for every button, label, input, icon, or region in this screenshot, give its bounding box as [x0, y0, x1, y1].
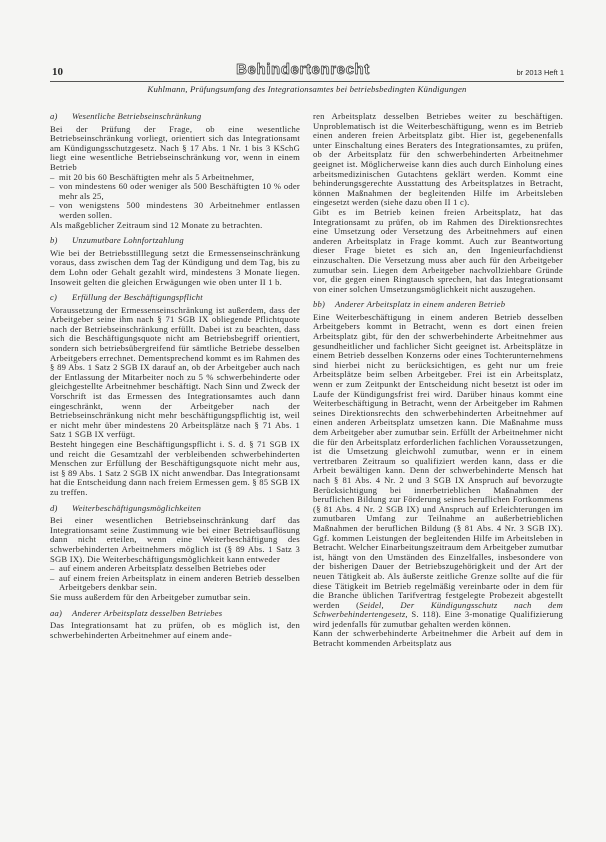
page-number: 10 — [52, 66, 63, 78]
right-column — [313, 112, 563, 649]
section-title: Anderer Arbeitsplatz desselben Betriebes — [72, 607, 223, 618]
paragraph: Voraussetzung der Ermessenseinschränkung ist außerdem, dass der Arbeitgeber seine ihm nach § 71 SGB IX obliegende Pflichtquote nach der Betriebseinschränkung erfüllt. Dabei ist zu beachten, dass sich die Beschäftigungsquote nicht am Betriebsbegriff orientiert, sondern sich betriebsübergreifend für sämtliche Betriebe desselben Arbeitgebers errechnet. Dementsprechend kommt es im Rahmen des § 89 Abs. 1 Satz 2 SGB IX darauf an, ob der Arbeitgeber auch nach der Entlassung der Mitarbeiter noch zu 5 % schwerbehinderte oder gleichgestellte Arbeitnehmer beschäftigt. Nach Sinn und Zweck der Vorschrift ist das Ermessen des Integrationsamtes auch dann eingeschränkt, wenn der Arbeitgeber nach der Betriebseinschränkung nicht mehr beschäftigungspflichtig ist, weil er nicht mehr über mindestens 20 Arbeitsplätze nach § 71 Abs. 1 Satz 1 SGB IX verfügt. — [50, 304, 300, 440]
section-label: a) — [50, 111, 58, 121]
paragraph: ren Arbeitsplatz desselben Betriebes weiter zu beschäftigen. Unproblematisch ist die Weiterbeschäftigung, wenn es im Betrieb einen anderen freien Arbeitsplatz gibt. Hier ist, gegebenenfalls unter Einschaltung eines Beraters des Integrationsamtes, zu prüfen, ob der Arbeitsplatz für den schwerbehinderten Arbeitnehmer geeignet ist. Möglicherweise kann dies auch durch Einholung eines arbeitsmedizinischen Gutachtens geklärt werden. Kommt eine behinderungsgerechte Ausstattung des Arbeitsplatzes in Betracht, können Maßnahmen der begleitenden Hilfe im Arbeitsleben eingesetzt werden (siehe dazu oben II 1 c). — [313, 111, 563, 208]
paragraph: Das Integrationsamt hat zu prüfen, ob es möglich ist, den schwerbehinderten Arbeitnehmer auf einem ande- — [50, 620, 300, 640]
section-heading-d — [50, 504, 300, 514]
list-item: – von wenigstens 500 mindestens 30 Arbeitnehmer entlassen werden sollen. — [59, 201, 300, 220]
section-heading-aa — [50, 609, 300, 619]
header-rule — [50, 81, 564, 82]
list-item: – von mindestens 60 oder weniger als 500 Beschäftigten 10 % oder mehr als 25, — [59, 182, 300, 201]
bullet-list — [50, 564, 300, 593]
paragraph: Sie muss außerdem für den Arbeitgeber zumutbar sein. — [50, 591, 251, 602]
list-item: – mit 20 bis 60 Beschäftigten mehr als 5 Arbeitnehmer, — [59, 173, 300, 183]
citation: Seidel, Der Kündigungsschutz nach dem Schwerbehindertengesetz — [313, 599, 564, 620]
journal-title: Behindertenrecht — [236, 61, 370, 78]
section-label: b) — [50, 235, 58, 246]
paragraph: Als maßgeblicher Zeitraum sind 12 Monate zu betrachten. — [50, 219, 263, 230]
paragraph: Bei einer wesentlichen Betriebseinschränkung darf das Integrationsamt seine Zustimmung wie bei einer Betriebsauflösung dann nicht erteilen, wenn eine Weiterbeschäftigung des schwerbehinderten Arbeitnehmers möglich ist (§ 89 Abs. 1 Satz 3 SGB IX). Die Weiterbeschäftigungsmöglichkeit kann entweder — [50, 515, 300, 564]
left-column — [50, 112, 300, 640]
paragraph: Bei der Prüfung der Frage, ob eine wesentliche Betriebseinschränkung vorliegt, orientiert sich das Integrationsamt am Kündigungsschutzgesetz. Nach § 17 Abs. 1 Nr. 1 bis 3 KSchG liegt eine wesentliche Betriebseinschränkung vor, wenn in einem Betrieb — [50, 123, 300, 172]
section-heading-bb — [313, 300, 563, 310]
section-label: c) — [50, 292, 58, 303]
paragraph: Kann der schwerbehinderte Arbeitnehmer die Arbeit auf dem in Betracht kommenden Arbeitsplatz aus — [313, 628, 563, 649]
bullet-list — [50, 173, 300, 221]
list-item: – auf einem freien Arbeitsplatz in einem anderen Betrieb desselben Arbeitgebers denkbar sein. — [59, 574, 300, 593]
section-title: Anderer Arbeitsplatz in einem anderen Betrieb — [335, 299, 506, 310]
paragraph-text: Eine Weiterbeschäftigung in einem anderen Betrieb desselben Arbeitgebers kommt in Betracht, wenn es dort einen freien Arbeitsplatz gibt, für den der schwerbehinderte Arbeitnehmer aus gesundheitlicher und fachlicher Sicht geeignet ist. Arbeitsplätze in einem Betrieb desselben Konzerns oder eines Tochterunternehmens sind hierbei nicht zu berücksichtigen, es geht nur um freie Arbeitsplätze beim selben Arbeitgeber. Frei ist ein Arbeitsplatz, wenn er zum Zeitpunkt der Entscheidung nicht besetzt ist oder im Laufe der Kündigungsfrist frei wird. Darüber hinaus kommt eine Weiterbeschäftigung in Betracht, wenn der Arbeitgeber im Rahmen seines Direktionsrechts den schwerbehinderten Arbeitnehmer auf einen anderen Arbeitsplatz umsetzen kann. Die Maßnahme muss dem Arbeitgeber aber zumutbar sein. Erfüllt der Arbeitnehmer nicht die für den Arbeitsplatz erforderlichen fachlichen Voraussetzungen, ist die Umsetzung gleichwohl zumutbar, wenn er in einem vertretbaren Zeitraum so qualifiziert werden kann, dass er die Arbeit bewältigen kann. Denn der schwerbehinderte Mensch hat nach § 81 Abs. 4 Nr. 2 und 3 SGB IX Anspruch auf bevorzugte Berücksichtigung bei innerbetrieblichen Maßnahmen der beruflichen Bildung zur Förderung seines beruflichen Fortkommens (§ 81 Abs. 4 Nr. 2 SGB IX) und Anspruch auf Erleichterungen im zumutbaren Umfang zur Teilnahme an außerbetrieblichen Maßnahmen der beruflichen Bildung (§ 81 Abs. 4 Nr. 3 SGB IX). Ggf. kommen Leistungen der begleitenden Hilfe im Arbeitsleben in Betracht. Welcher Einarbeitungszeitraum dem Arbeitgeber zumutbar ist, hängt von den Umständen des Einzelfalles, insbesondere von der bisherigen Dauer der Betriebszugehörigkeit und der Art der neuen Tätigkeit ab. Als äußerste zeitliche Grenze sollte auf die für diese Tätigkeit im Betrieb regelmäßig vereinbarte oder in dem für die Branche üblichen Tarifvertrag festgelegte Probezeit abgestellt werden ( — [313, 311, 563, 610]
list-item: – auf einem anderen Arbeitsplatz desselben Betriebes oder — [59, 564, 300, 574]
section-heading-a — [50, 112, 300, 122]
paragraph: Wie bei der Betriebsstilllegung setzt die Ermessenseinschränkung voraus, dass zwischen dem Tag der Kündigung und dem Tag, bis zu dem Lohn oder Gehalt gezahlt wird, mindestens 3 Monate liegen. Insoweit gelten die gleichen Erwägungen wie oben unter II 1 b. — [50, 247, 300, 287]
section-heading-c — [50, 293, 300, 303]
paragraph — [313, 313, 563, 630]
issue-reference: br 2013 Heft 1 — [516, 68, 564, 77]
article-running-title: Kuhlmann, Prüfungsumfang des Integrationsamtes bei betriebsbedingten Kündigungen — [147, 84, 467, 94]
section-label: d) — [50, 502, 58, 513]
section-title: Erfüllung der Beschäftigungspflicht — [72, 292, 203, 303]
section-label: aa) — [50, 607, 63, 618]
section-heading-b — [50, 236, 300, 246]
paragraph-text: , S. 118). Eine 3-monatige Qualifizierung wird jedenfalls für zumutbar gehalten werden können. — [313, 609, 563, 629]
paragraph: Besteht hingegen eine Beschäftigungspflicht i. S. d. § 71 SGB IX und reicht die Gesamtzahl der verbleibenden schwerbehinderten Menschen zur Erfüllung der Beschäftigungsquote nicht mehr aus, ist § 89 Abs. 1 Satz 2 SGB IX nicht anwendbar. Das Integrationsamt hat die Entscheidung dann nach freiem Ermessen gem. § 85 SGB IX zu treffen. — [50, 439, 300, 497]
section-title: Unzumutbare Lohnfortzahlung — [72, 235, 184, 246]
paragraph: Gibt es im Betrieb keinen freien Arbeitsplatz, hat das Integrationsamt zu prüfen, ob im Rahmen des Direktionsrechtes eine Umsetzung oder Versetzung des Arbeitnehmers auf einen anderen Arbeitsplatz in Frage kommt. Auch zur Beantwortung dieser Frage bietet es sich an, den Ingenieurfachdienst einzuschalten. Die Versetzung muss aber auch für den Arbeitgeber zumutbar sein. Liegen dem Arbeitgeber nachvollziehbare Gründe vor, die gegen einen Ringtausch sprechen, hat das Integrationsamt von einer solchen Umsetzungsmöglichkeit nicht auszugehen. — [313, 206, 563, 294]
section-title: Wesentliche Betriebseinschränkung — [72, 111, 202, 121]
section-title: Weiterbeschäftigungsmöglichkeiten — [72, 502, 202, 513]
section-label: bb) — [313, 299, 326, 310]
